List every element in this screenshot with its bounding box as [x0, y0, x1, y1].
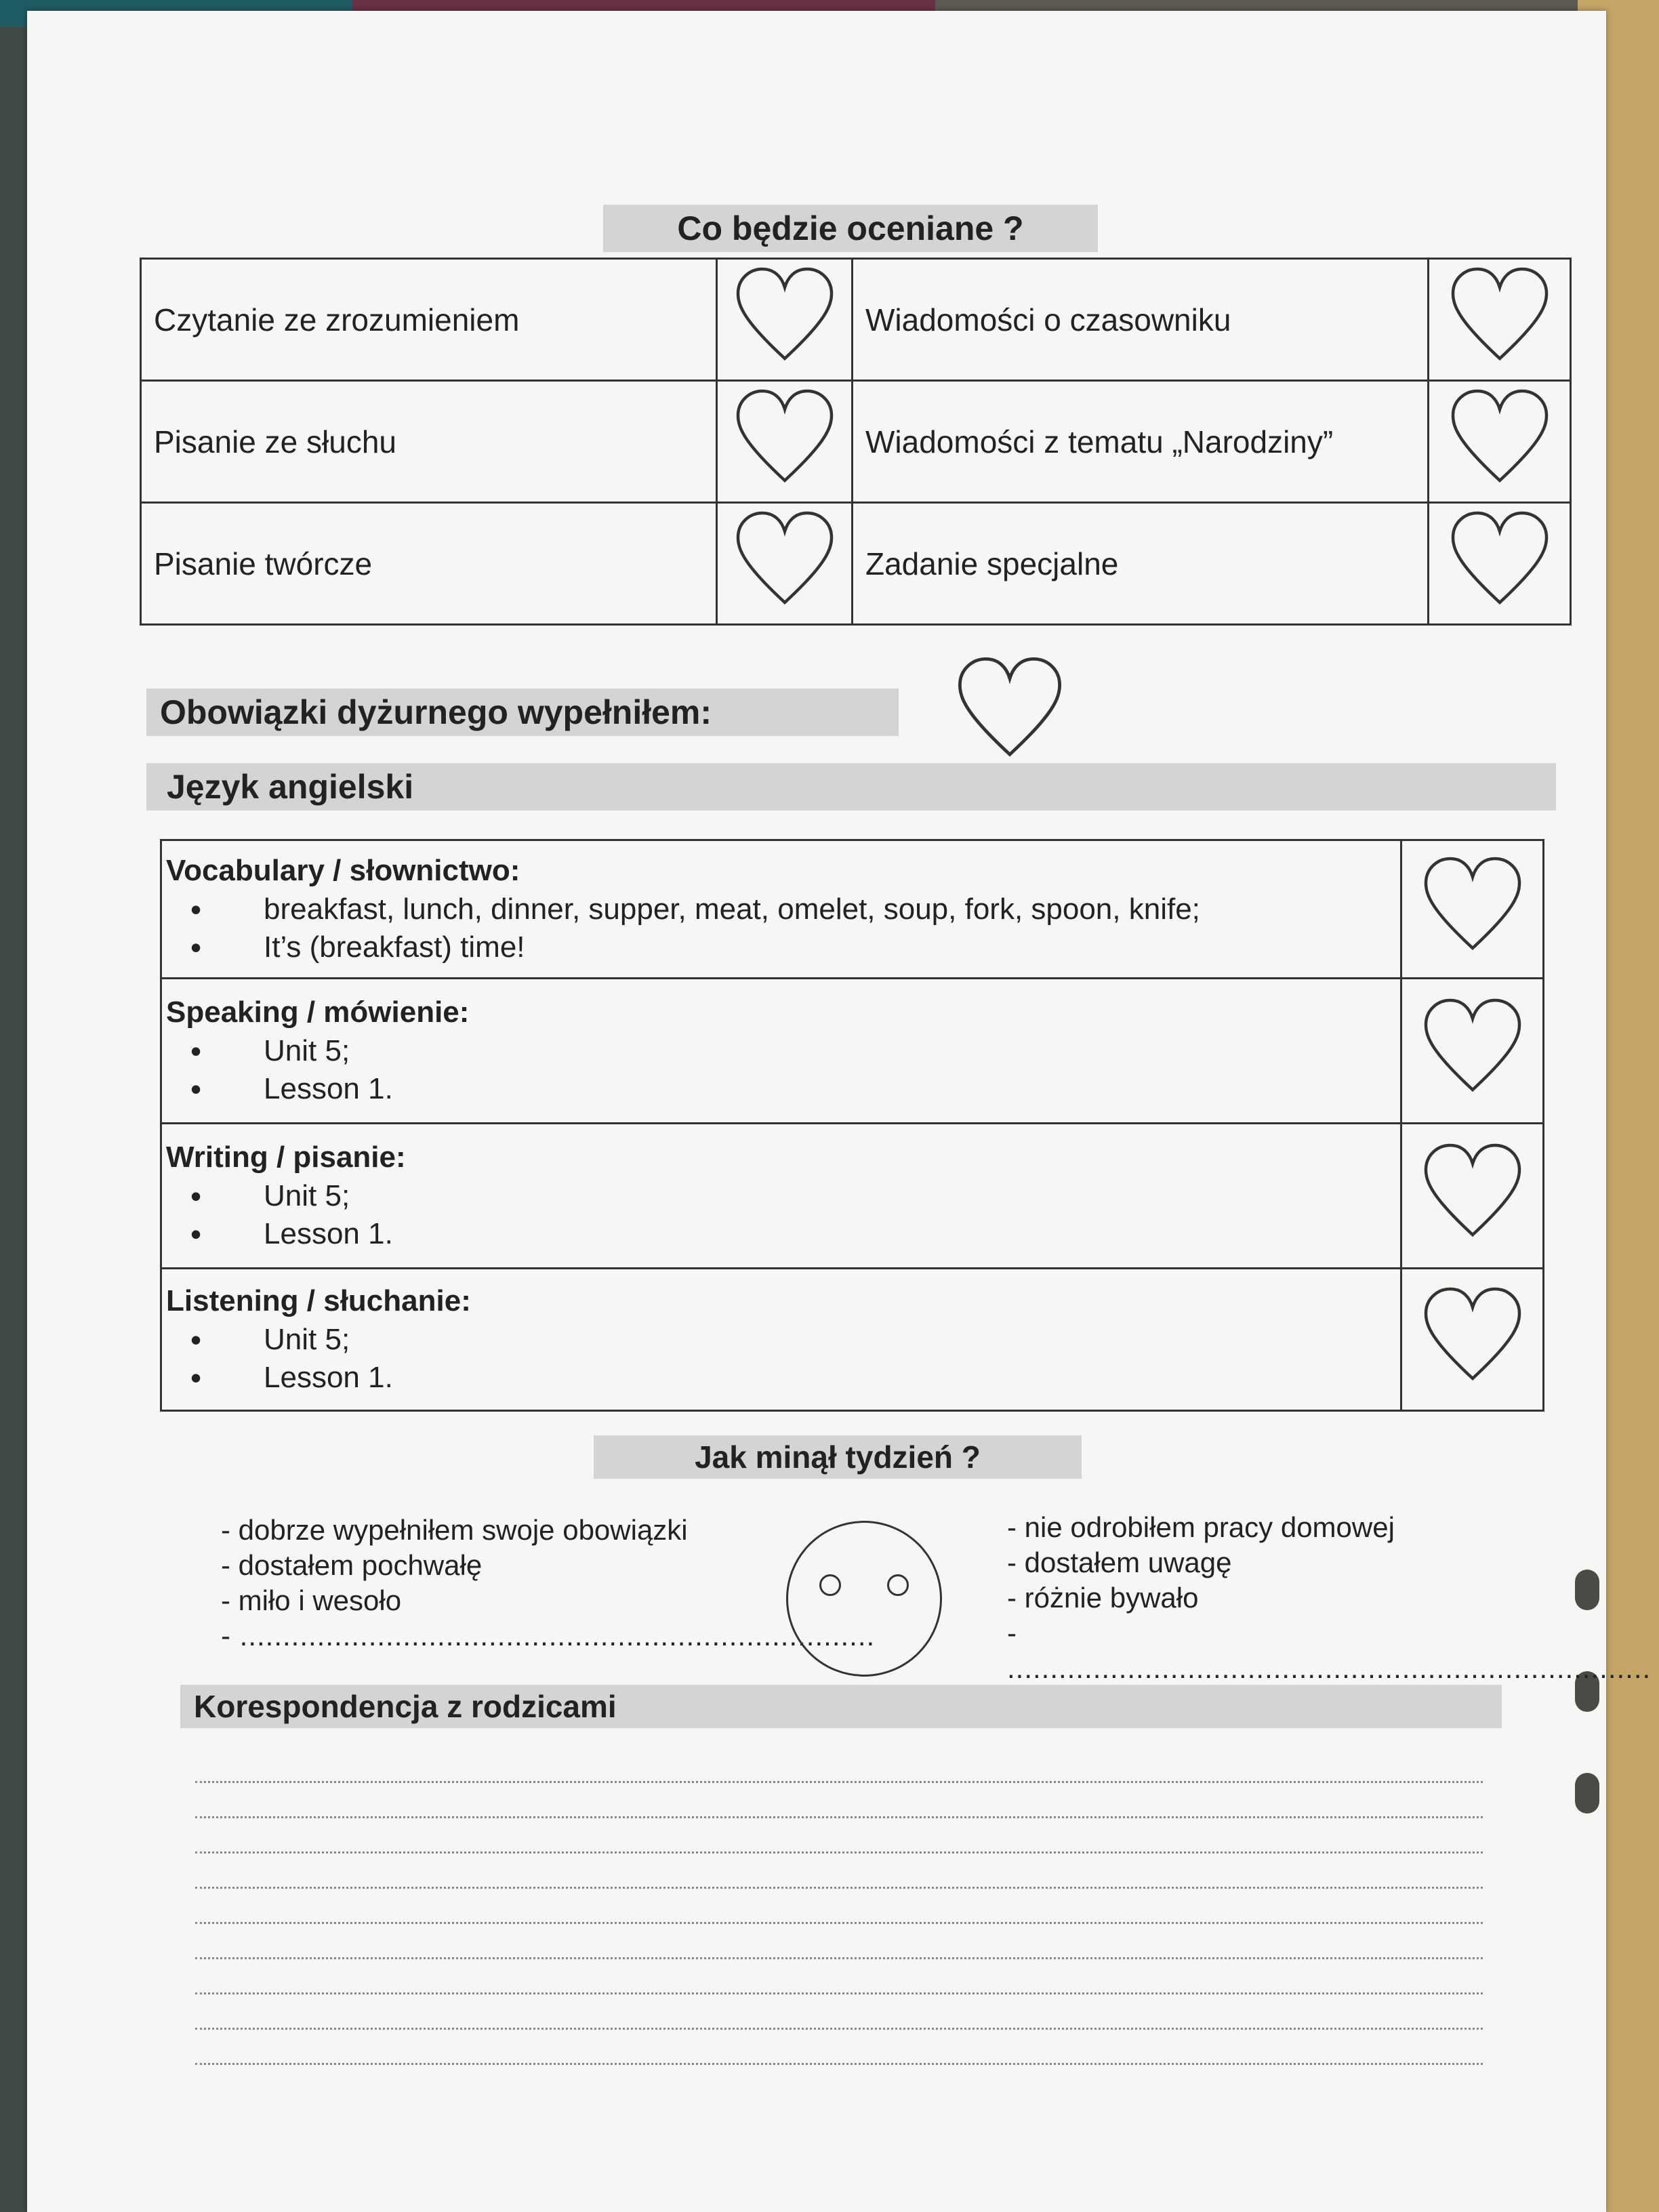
heart-checkbox[interactable] — [717, 503, 853, 625]
week-title-text: Jak minął tydzień ? — [695, 1439, 981, 1475]
english-section — [161, 979, 1401, 1124]
week-bad-blank[interactable]: - ........................................................................... — [1007, 1617, 1652, 1684]
writing-line[interactable] — [195, 1851, 1483, 1853]
heart-icon — [1449, 387, 1551, 489]
assessment-row — [141, 259, 1571, 381]
assessment-row — [141, 381, 1571, 503]
writing-line[interactable] — [195, 2028, 1483, 2030]
english-band — [146, 763, 1556, 811]
assessment-item-left: Czytanie ze zrozumieniem — [141, 259, 717, 381]
assessment-item-right: Wiadomości o czasowniku — [853, 259, 1429, 381]
heart-checkbox[interactable] — [1401, 1269, 1544, 1411]
list-item: • Unit 5; — [162, 1321, 1400, 1359]
list-item: • Lesson 1. — [162, 1070, 1400, 1108]
heart-checkbox[interactable] — [1429, 503, 1571, 625]
section-heading: Listening / słuchanie: — [166, 1284, 471, 1317]
writing-line[interactable] — [195, 1992, 1483, 1994]
english-section — [161, 1124, 1401, 1269]
list-item: • Lesson 1. — [162, 1215, 1400, 1253]
heart-checkbox[interactable] — [1401, 979, 1544, 1124]
heart-icon — [1422, 855, 1523, 956]
list-item: • breakfast, lunch, dinner, supper, meat, omelet, soup, fork, spoon, knife; — [162, 890, 1400, 928]
duty-label: Obowiązki dyżurnego wypełniłem: — [160, 693, 712, 731]
english-section — [161, 1269, 1401, 1411]
writing-line[interactable] — [195, 2063, 1483, 2065]
section-heading: Vocabulary / słownictwo: — [166, 853, 520, 887]
english-row — [161, 1269, 1544, 1411]
heart-icon — [734, 265, 836, 367]
english-section — [161, 840, 1401, 979]
heart-icon — [1449, 509, 1551, 611]
duty-band — [146, 689, 899, 736]
heart-icon — [1449, 265, 1551, 367]
heart-icon — [1422, 996, 1523, 1098]
assessment-title-text: Co będzie oceniane ? — [677, 209, 1024, 247]
week-bad-item: - nie odrobiłem pracy domowej — [1007, 1511, 1395, 1543]
assessment-item-left: Pisanie twórcze — [141, 503, 717, 625]
assessment-table — [140, 258, 1572, 626]
week-bad-item: - dostałem uwagę — [1007, 1547, 1232, 1578]
heart-checkbox[interactable] — [717, 381, 853, 503]
section-heading: Speaking / mówienie: — [166, 995, 470, 1029]
heart-checkbox[interactable] — [1401, 840, 1544, 979]
heart-icon — [956, 655, 1064, 763]
english-title: Język angielski — [167, 768, 414, 806]
heart-icon — [734, 387, 836, 489]
writing-line[interactable] — [195, 1887, 1483, 1889]
face-eye-right — [887, 1574, 909, 1596]
writing-line[interactable] — [195, 1922, 1483, 1924]
face-eye-left — [819, 1574, 841, 1596]
list-item: • It’s (breakfast) time! — [162, 928, 1400, 966]
item-list — [162, 890, 1400, 966]
item-list — [162, 1177, 1400, 1253]
background-left — [0, 0, 30, 2212]
english-row — [161, 840, 1544, 979]
week-bad-list — [1007, 1510, 1651, 1686]
heart-icon — [1422, 1141, 1523, 1243]
heart-checkbox[interactable] — [717, 259, 853, 381]
list-item: • Unit 5; — [162, 1177, 1400, 1215]
writing-line[interactable] — [195, 1816, 1483, 1818]
item-list — [162, 1032, 1400, 1108]
heart-icon — [1422, 1285, 1523, 1387]
english-row — [161, 1124, 1544, 1269]
correspondence-title: Korespondencja z rodzicami — [194, 1689, 617, 1724]
correspondence-band — [180, 1685, 1502, 1728]
assessment-item-right: Zadanie specjalne — [853, 503, 1429, 625]
week-good-item: - miło i wesoło — [221, 1584, 402, 1616]
week-good-blank[interactable]: - .......................................................................... — [221, 1620, 876, 1652]
week-bad-item: - różnie bywało — [1007, 1582, 1199, 1614]
heart-checkbox[interactable] — [1401, 1124, 1544, 1269]
heart-checkbox[interactable] — [1429, 381, 1571, 503]
english-table — [160, 839, 1544, 1412]
worksheet-page — [27, 11, 1652, 2212]
list-item: • Lesson 1. — [162, 1359, 1400, 1397]
english-row — [161, 979, 1544, 1124]
assessment-row — [141, 503, 1571, 625]
week-title — [594, 1435, 1082, 1479]
week-good-list — [221, 1513, 875, 1654]
duty-heart-checkbox[interactable] — [956, 655, 1064, 766]
assessment-item-right: Wiadomości z tematu „Narodziny” — [853, 381, 1429, 503]
assessment-title — [603, 205, 1098, 252]
section-heading: Writing / pisanie: — [166, 1140, 406, 1174]
assessment-item-left: Pisanie ze słuchu — [141, 381, 717, 503]
writing-line[interactable] — [195, 1957, 1483, 1959]
list-item: • Unit 5; — [162, 1032, 1400, 1070]
item-list — [162, 1321, 1400, 1397]
week-good-item: - dostałem pochwałę — [221, 1549, 483, 1581]
writing-line[interactable] — [195, 1781, 1483, 1783]
heart-icon — [734, 509, 836, 611]
smiley-face-icon — [786, 1521, 942, 1677]
binder-hole — [1575, 1773, 1599, 1814]
heart-checkbox[interactable] — [1429, 259, 1571, 381]
week-good-item: - dobrze wypełniłem swoje obowiązki — [221, 1514, 688, 1546]
